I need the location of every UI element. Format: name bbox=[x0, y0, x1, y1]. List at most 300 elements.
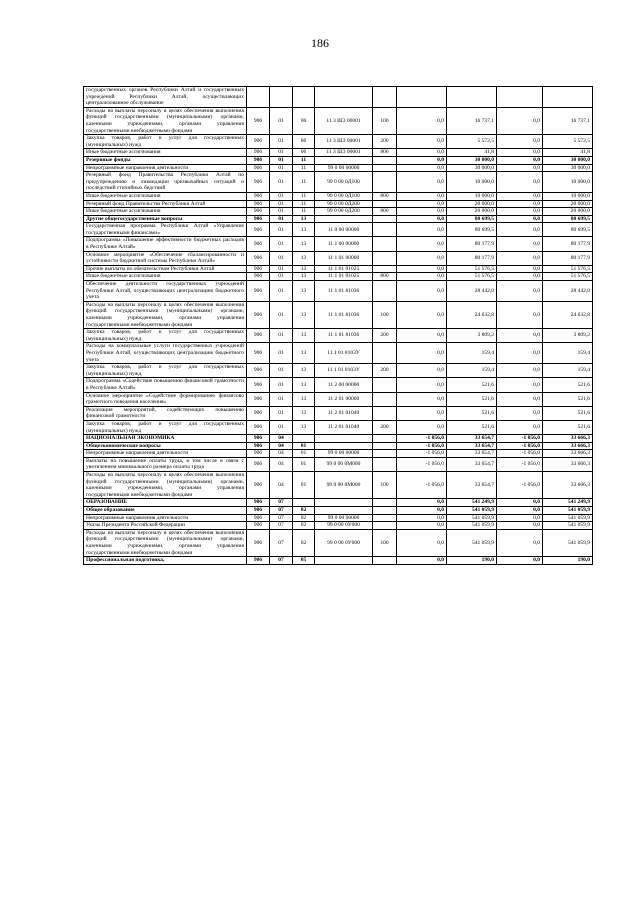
expense-type-cell: 200 bbox=[373, 329, 397, 343]
amount-change-cell: 0,0 bbox=[397, 237, 447, 251]
amount-total-2-cell: 51 576,5 bbox=[543, 265, 593, 273]
amount-change-cell: -1 056,0 bbox=[397, 457, 447, 471]
amount-total-2-cell: 3 809,2 bbox=[543, 329, 593, 343]
dept-code-cell: 906 bbox=[247, 557, 270, 565]
target-article-cell: 11 1 01 01025 bbox=[315, 265, 373, 273]
amount-total-2-cell: 51 576,5 bbox=[543, 273, 593, 281]
table-row bbox=[84, 435, 593, 443]
section-cell: 01 bbox=[270, 329, 293, 343]
subsection-cell bbox=[293, 499, 315, 507]
expense-type-cell: 200 bbox=[373, 364, 397, 378]
dept-code-cell: 906 bbox=[247, 343, 270, 364]
amount-change-2-cell: -1 056,0 bbox=[497, 442, 543, 450]
dept-code-cell: 906 bbox=[247, 200, 270, 208]
expense-type-cell bbox=[373, 87, 397, 108]
dept-code-cell: 906 bbox=[247, 251, 270, 265]
amount-total-cell: 51 576,5 bbox=[447, 273, 497, 281]
amount-total-cell: 20 000,0 bbox=[447, 208, 497, 216]
row-name-cell: Выплаты на повышение оплаты труда, в том числе в связи с увеличением минимального размера оплаты труда bbox=[84, 457, 247, 471]
dept-code-cell: 906 bbox=[247, 215, 270, 223]
amount-change-cell: 0,0 bbox=[397, 265, 447, 273]
table-row bbox=[84, 364, 593, 378]
amount-total-2-cell: 20 000,0 bbox=[543, 200, 593, 208]
section-cell: 04 bbox=[270, 442, 293, 450]
expense-type-cell bbox=[373, 172, 397, 193]
section-cell: 01 bbox=[270, 237, 293, 251]
amount-total-2-cell: 521,6 bbox=[543, 392, 593, 406]
target-article-cell: 11 3 Ш3 00001 bbox=[315, 149, 373, 157]
amount-total-2-cell: 41,8 bbox=[543, 149, 593, 157]
row-name-cell: Общее образование bbox=[84, 507, 247, 515]
amount-total-cell: 80 699,5 bbox=[447, 223, 497, 237]
section-cell: 07 bbox=[270, 507, 293, 515]
amount-total-2-cell: 30 000,0 bbox=[543, 164, 593, 172]
row-name-cell: Основное мероприятие «Содействие формированию финансово грамотного поведения населения» bbox=[84, 392, 247, 406]
amount-change-2-cell: 0,0 bbox=[497, 507, 543, 515]
target-article-cell: 11 1 01 8103У bbox=[315, 364, 373, 378]
target-article-cell: 11 2 00 00000 bbox=[315, 378, 373, 392]
amount-total-cell: 521,6 bbox=[447, 406, 497, 420]
table-row bbox=[84, 529, 593, 556]
target-article-cell: 11 3 Ш3 00001 bbox=[315, 135, 373, 149]
table-row bbox=[84, 156, 593, 164]
amount-total-2-cell: 10 000,0 bbox=[543, 172, 593, 193]
row-name-cell: Другие общегосударственные вопросы bbox=[84, 215, 247, 223]
table-row bbox=[84, 251, 593, 265]
expense-type-cell bbox=[373, 392, 397, 406]
expense-type-cell bbox=[373, 514, 397, 522]
amount-total-2-cell: 5 572,5 bbox=[543, 135, 593, 149]
amount-total-cell: 80 177,9 bbox=[447, 237, 497, 251]
subsection-cell: 13 bbox=[293, 378, 315, 392]
amount-change-cell: 0,0 bbox=[397, 507, 447, 515]
amount-total-cell: 541 059,9 bbox=[447, 522, 497, 530]
section-cell: 01 bbox=[270, 251, 293, 265]
table-row bbox=[84, 273, 593, 281]
dept-code-cell: 906 bbox=[247, 149, 270, 157]
expense-type-cell: 200 bbox=[373, 135, 397, 149]
section-cell: 01 bbox=[270, 378, 293, 392]
subsection-cell: 06 bbox=[293, 135, 315, 149]
row-name-cell: Иные бюджетные ассигнования bbox=[84, 149, 247, 157]
amount-change-2-cell: 0,0 bbox=[497, 164, 543, 172]
target-article-cell bbox=[315, 557, 373, 565]
table-row bbox=[84, 265, 593, 273]
amount-total-cell: 33 654,7 bbox=[447, 442, 497, 450]
amount-change-cell: 0,0 bbox=[397, 273, 447, 281]
row-name-cell: Общеэкономические вопросы bbox=[84, 442, 247, 450]
amount-total-cell: 190,0 bbox=[447, 557, 497, 565]
section-cell: 01 bbox=[270, 172, 293, 193]
amount-change-2-cell: 0,0 bbox=[497, 329, 543, 343]
table-row bbox=[84, 223, 593, 237]
amount-change-cell: -1 056,0 bbox=[397, 472, 447, 499]
dept-code-cell: 906 bbox=[247, 329, 270, 343]
expense-type-cell bbox=[373, 265, 397, 273]
subsection-cell: 01 bbox=[293, 442, 315, 450]
dept-code-cell: 906 bbox=[247, 301, 270, 328]
section-cell: 04 bbox=[270, 435, 293, 443]
amount-change-cell: 0,0 bbox=[397, 200, 447, 208]
amount-total-2-cell: 33 666,3 bbox=[543, 442, 593, 450]
table-row bbox=[84, 499, 593, 507]
dept-code-cell: 906 bbox=[247, 435, 270, 443]
row-name-cell: Указы Президента Российской Федерации bbox=[84, 522, 247, 530]
target-article-cell bbox=[315, 156, 373, 164]
row-name-cell: Непрограммные направления деятельности bbox=[84, 164, 247, 172]
amount-total-cell: 159,4 bbox=[447, 364, 497, 378]
dept-code-cell: 906 bbox=[247, 107, 270, 134]
amount-change-2-cell: 0,0 bbox=[497, 251, 543, 265]
dept-code-cell: 906 bbox=[247, 420, 270, 434]
row-name-cell: Обеспечение деятельности государственных учреждений Республики Алтай, осуществляющих централизацию бюджетного учета bbox=[84, 281, 247, 302]
table-row bbox=[84, 87, 593, 108]
section-cell: 04 bbox=[270, 472, 293, 499]
amount-total-2-cell: 521,6 bbox=[543, 378, 593, 392]
subsection-cell: 13 bbox=[293, 329, 315, 343]
amount-total-cell: 521,6 bbox=[447, 378, 497, 392]
table-row bbox=[84, 281, 593, 302]
table-row bbox=[84, 442, 593, 450]
dept-code-cell: 906 bbox=[247, 472, 270, 499]
amount-change-2-cell: 0,0 bbox=[497, 172, 543, 193]
dept-code-cell: 906 bbox=[247, 273, 270, 281]
row-name-cell: ОБРАЗОВАНИЕ bbox=[84, 499, 247, 507]
amount-total-cell: 159,4 bbox=[447, 343, 497, 364]
table-row bbox=[84, 343, 593, 364]
section-cell: 01 bbox=[270, 265, 293, 273]
amount-total-2-cell: 190,0 bbox=[543, 557, 593, 565]
amount-total-2-cell: 24 632,8 bbox=[543, 301, 593, 328]
amount-total-cell: 10 000,0 bbox=[447, 192, 497, 200]
expense-type-cell: 100 bbox=[373, 472, 397, 499]
row-name-cell: Резервный фонд Правительства Республики Алтай по предупреждению и ликвидации чрезвычайных ситуаций и последствий стихийных бедствий bbox=[84, 172, 247, 193]
subsection-cell: 02 bbox=[293, 529, 315, 556]
amount-total-cell: 16 737,1 bbox=[447, 107, 497, 134]
dept-code-cell: 906 bbox=[247, 364, 270, 378]
amount-change-2-cell: 0,0 bbox=[497, 392, 543, 406]
amount-total-cell: 24 632,8 bbox=[447, 301, 497, 328]
amount-change-2-cell: 0,0 bbox=[497, 107, 543, 134]
row-name-cell: НАЦИОНАЛЬНАЯ ЭКОНОМИКА bbox=[84, 435, 247, 443]
target-article-cell: 11 2 01 01040 bbox=[315, 406, 373, 420]
amount-total-2-cell: 33 666,3 bbox=[543, 450, 593, 458]
amount-total-cell: 541 059,9 bbox=[447, 514, 497, 522]
subsection-cell: 11 bbox=[293, 192, 315, 200]
target-article-cell bbox=[315, 87, 373, 108]
section-cell: 01 bbox=[270, 215, 293, 223]
amount-total-cell: 33 654,7 bbox=[447, 457, 497, 471]
amount-total-2-cell: 33 666,3 bbox=[543, 457, 593, 471]
expense-type-cell bbox=[373, 522, 397, 530]
subsection-cell bbox=[293, 87, 315, 108]
table-row bbox=[84, 392, 593, 406]
amount-total-2-cell: 80 699,5 bbox=[543, 215, 593, 223]
amount-change-2-cell: -1 056,0 bbox=[497, 472, 543, 499]
section-cell: 07 bbox=[270, 499, 293, 507]
amount-total-2-cell: 33 666,3 bbox=[543, 472, 593, 499]
table-row bbox=[84, 149, 593, 157]
amount-change-2-cell: 0,0 bbox=[497, 265, 543, 273]
table-row bbox=[84, 406, 593, 420]
dept-code-cell: 906 bbox=[247, 522, 270, 530]
expense-type-cell bbox=[373, 223, 397, 237]
section-cell: 01 bbox=[270, 281, 293, 302]
amount-change-cell: 0,0 bbox=[397, 149, 447, 157]
subsection-cell: 11 bbox=[293, 172, 315, 193]
dept-code-cell: 906 bbox=[247, 281, 270, 302]
table-row bbox=[84, 135, 593, 149]
subsection-cell: 13 bbox=[293, 281, 315, 302]
amount-total-2-cell: 80 177,9 bbox=[543, 237, 593, 251]
amount-total-2-cell: 80 177,9 bbox=[543, 251, 593, 265]
amount-change-cell: 0,0 bbox=[397, 156, 447, 164]
dept-code-cell: 906 bbox=[247, 172, 270, 193]
expense-type-cell bbox=[373, 200, 397, 208]
expense-type-cell: 100 bbox=[373, 529, 397, 556]
amount-total-2-cell: 80 699,5 bbox=[543, 223, 593, 237]
amount-change-cell: 0,0 bbox=[397, 499, 447, 507]
expense-type-cell: 800 bbox=[373, 149, 397, 157]
dept-code-cell: 906 bbox=[247, 223, 270, 237]
amount-change-cell: 0,0 bbox=[397, 522, 447, 530]
dept-code-cell: 906 bbox=[247, 507, 270, 515]
dept-code-cell: 906 bbox=[247, 135, 270, 149]
row-name-cell: Непрограммные направления деятельности bbox=[84, 450, 247, 458]
target-article-cell: 99 0 00 0У000 bbox=[315, 522, 373, 530]
amount-total-cell: 80 699,5 bbox=[447, 215, 497, 223]
expense-type-cell bbox=[373, 557, 397, 565]
amount-change-cell: 0,0 bbox=[397, 364, 447, 378]
table-row bbox=[84, 514, 593, 522]
table-row bbox=[84, 164, 593, 172]
row-name-cell: Закупка товаров, работ и услуг для государственных (муниципальных) нужд bbox=[84, 329, 247, 343]
dept-code-cell: 906 bbox=[247, 208, 270, 216]
section-cell: 01 bbox=[270, 420, 293, 434]
subsection-cell: 02 bbox=[293, 514, 315, 522]
table-row bbox=[84, 557, 593, 565]
section-cell: 01 bbox=[270, 156, 293, 164]
amount-change-cell: 0,0 bbox=[397, 172, 447, 193]
dept-code-cell: 906 bbox=[247, 514, 270, 522]
amount-total-cell: 33 654,7 bbox=[447, 450, 497, 458]
amount-change-2-cell bbox=[497, 87, 543, 108]
row-name-cell: государственных органов Республики Алтай и государственных учреждений Республики Алтай, осуществляющих централизованное обслуживание bbox=[84, 87, 247, 108]
amount-change-2-cell: 0,0 bbox=[497, 156, 543, 164]
target-article-cell bbox=[315, 507, 373, 515]
amount-change-cell: 0,0 bbox=[397, 281, 447, 302]
target-article-cell bbox=[315, 215, 373, 223]
amount-change-2-cell: 0,0 bbox=[497, 364, 543, 378]
row-name-cell: Расходы на выплаты персоналу в целях обеспечения выполнения функций государственными (муниципальными) органами, казенными учреждениями, органами управления государственными внебюджетными фондами bbox=[84, 107, 247, 134]
amount-total-2-cell: 33 666,3 bbox=[543, 435, 593, 443]
row-name-cell: Иные бюджетные ассигнования bbox=[84, 192, 247, 200]
row-name-cell: Иные бюджетные ассигнования bbox=[84, 208, 247, 216]
amount-change-2-cell: 0,0 bbox=[497, 522, 543, 530]
amount-change-2-cell: 0,0 bbox=[497, 343, 543, 364]
target-article-cell bbox=[315, 442, 373, 450]
amount-change-cell: 0,0 bbox=[397, 192, 447, 200]
amount-change-2-cell: -1 056,0 bbox=[497, 450, 543, 458]
amount-total-cell bbox=[447, 87, 497, 108]
section-cell: 01 bbox=[270, 392, 293, 406]
row-name-cell: Закупка товаров, работ и услуг для государственных (муниципальных) нужд bbox=[84, 135, 247, 149]
target-article-cell: 11 1 01 00000 bbox=[315, 251, 373, 265]
subsection-cell: 13 bbox=[293, 420, 315, 434]
row-name-cell: Расходы на выплаты персоналу в целях обеспечения выполнения функций государственными (муниципальными) органами, казенными учреждениями, органами управления государственными внебюджетными фондами bbox=[84, 301, 247, 328]
expense-type-cell: 800 bbox=[373, 192, 397, 200]
table-row bbox=[84, 472, 593, 499]
amount-change-2-cell: 0,0 bbox=[497, 208, 543, 216]
amount-total-cell: 80 177,9 bbox=[447, 251, 497, 265]
target-article-cell: 99 0 00 0М000 bbox=[315, 472, 373, 499]
table-row bbox=[84, 329, 593, 343]
subsection-cell: 13 bbox=[293, 251, 315, 265]
dept-code-cell: 906 bbox=[247, 378, 270, 392]
target-article-cell: 11 3 Ш3 00001 bbox=[315, 107, 373, 134]
table-row bbox=[84, 450, 593, 458]
section-cell: 01 bbox=[270, 343, 293, 364]
amount-total-2-cell: 541 059,9 bbox=[543, 514, 593, 522]
amount-change-cell: 0,0 bbox=[397, 557, 447, 565]
amount-total-2-cell: 16 737,1 bbox=[543, 107, 593, 134]
amount-total-2-cell: 28 442,0 bbox=[543, 281, 593, 302]
subsection-cell: 06 bbox=[293, 149, 315, 157]
section-cell: 01 bbox=[270, 364, 293, 378]
target-article-cell: 99 0 00 0Д200 bbox=[315, 208, 373, 216]
row-name-cell: Подпрограмма «Повышение эффективности бюджетных расходов в Республике Алтай» bbox=[84, 237, 247, 251]
target-article-cell: 11 1 01 81036 bbox=[315, 329, 373, 343]
dept-code-cell: 906 bbox=[247, 450, 270, 458]
amount-change-cell: -1 056,0 bbox=[397, 442, 447, 450]
amount-total-2-cell: 30 000,0 bbox=[543, 156, 593, 164]
dept-code-cell: 906 bbox=[247, 237, 270, 251]
amount-change-cell: -1 056,0 bbox=[397, 435, 447, 443]
section-cell: 01 bbox=[270, 149, 293, 157]
amount-total-cell: 30 000,0 bbox=[447, 156, 497, 164]
amount-total-2-cell: 521,6 bbox=[543, 406, 593, 420]
section-cell: 04 bbox=[270, 457, 293, 471]
amount-change-cell: 0,0 bbox=[397, 343, 447, 364]
amount-total-2-cell: 541 059,9 bbox=[543, 522, 593, 530]
row-name-cell: Расходы на выплаты персоналу в целях обеспечения выполнения функций государственными (муниципальными) органами, казенными учреждениями, органами управления государственными внебюджетными фондами bbox=[84, 472, 247, 499]
amount-total-cell: 10 000,0 bbox=[447, 172, 497, 193]
amount-change-cell: 0,0 bbox=[397, 251, 447, 265]
subsection-cell: 13 bbox=[293, 301, 315, 328]
dept-code-cell bbox=[247, 87, 270, 108]
row-name-cell: Резервный фонд Правительства Республики Алтай bbox=[84, 200, 247, 208]
section-cell: 07 bbox=[270, 529, 293, 556]
amount-total-cell: 41,8 bbox=[447, 149, 497, 157]
expense-type-cell bbox=[373, 507, 397, 515]
expense-type-cell bbox=[373, 281, 397, 302]
amount-total-2-cell: 10 000,0 bbox=[543, 192, 593, 200]
subsection-cell: 13 bbox=[293, 406, 315, 420]
table-row bbox=[84, 420, 593, 434]
subsection-cell: 01 bbox=[293, 457, 315, 471]
amount-change-2-cell: 0,0 bbox=[497, 301, 543, 328]
target-article-cell: 99 0 00 0Д100 bbox=[315, 172, 373, 193]
amount-change-cell bbox=[397, 87, 447, 108]
expense-type-cell: 100 bbox=[373, 107, 397, 134]
amount-change-2-cell: 0,0 bbox=[497, 237, 543, 251]
amount-change-cell: 0,0 bbox=[397, 107, 447, 134]
dept-code-cell: 906 bbox=[247, 406, 270, 420]
subsection-cell: 13 bbox=[293, 364, 315, 378]
amount-change-cell: 0,0 bbox=[397, 329, 447, 343]
amount-change-cell: 0,0 bbox=[397, 420, 447, 434]
target-article-cell: 11 1 01 01025 bbox=[315, 273, 373, 281]
target-article-cell: 99 0 00 0Д200 bbox=[315, 200, 373, 208]
row-name-cell: Закупка товаров, работ и услуг для государственных (муниципальных) нужд bbox=[84, 420, 247, 434]
amount-change-2-cell: 0,0 bbox=[497, 514, 543, 522]
section-cell bbox=[270, 87, 293, 108]
section-cell: 01 bbox=[270, 200, 293, 208]
row-name-cell: Профессиональная подготовка, bbox=[84, 557, 247, 565]
subsection-cell: 13 bbox=[293, 223, 315, 237]
subsection-cell: 02 bbox=[293, 522, 315, 530]
subsection-cell: 11 bbox=[293, 208, 315, 216]
expense-type-cell bbox=[373, 156, 397, 164]
subsection-cell: 05 bbox=[293, 557, 315, 565]
amount-total-cell: 5 572,5 bbox=[447, 135, 497, 149]
target-article-cell bbox=[315, 435, 373, 443]
section-cell: 01 bbox=[270, 208, 293, 216]
amount-change-2-cell: -1 056,0 bbox=[497, 457, 543, 471]
target-article-cell bbox=[315, 499, 373, 507]
section-cell: 01 bbox=[270, 107, 293, 134]
dept-code-cell: 906 bbox=[247, 529, 270, 556]
expense-type-cell bbox=[373, 435, 397, 443]
subsection-cell: 11 bbox=[293, 156, 315, 164]
amount-change-2-cell: 0,0 bbox=[497, 557, 543, 565]
expense-type-cell: 800 bbox=[373, 208, 397, 216]
amount-total-2-cell bbox=[543, 87, 593, 108]
table-row bbox=[84, 378, 593, 392]
budget-table bbox=[83, 86, 593, 565]
target-article-cell: 11 0 00 00000 bbox=[315, 223, 373, 237]
amount-total-cell: 521,6 bbox=[447, 392, 497, 406]
table-row bbox=[84, 172, 593, 193]
row-name-cell: Закупка товаров, работ и услуг для государственных (муниципальных) нужд bbox=[84, 364, 247, 378]
table-row bbox=[84, 107, 593, 134]
amount-change-cell: 0,0 bbox=[397, 223, 447, 237]
amount-total-2-cell: 159,4 bbox=[543, 343, 593, 364]
amount-change-2-cell: 0,0 bbox=[497, 149, 543, 157]
amount-total-2-cell: 521,6 bbox=[543, 420, 593, 434]
amount-change-cell: 0,0 bbox=[397, 392, 447, 406]
amount-change-cell: 0,0 bbox=[397, 378, 447, 392]
amount-total-cell: 30 000,0 bbox=[447, 164, 497, 172]
amount-total-2-cell: 20 000,0 bbox=[543, 208, 593, 216]
dept-code-cell: 906 bbox=[247, 457, 270, 471]
amount-total-cell: 33 654,7 bbox=[447, 472, 497, 499]
section-cell: 01 bbox=[270, 192, 293, 200]
target-article-cell: 11 2 01 01040 bbox=[315, 420, 373, 434]
row-name-cell: Резервные фонды bbox=[84, 156, 247, 164]
target-article-cell: 11 1 01 8103У bbox=[315, 343, 373, 364]
amount-change-cell: 0,0 bbox=[397, 301, 447, 328]
amount-change-2-cell: 0,0 bbox=[497, 378, 543, 392]
page-number: 186 bbox=[311, 36, 329, 50]
expense-type-cell bbox=[373, 406, 397, 420]
amount-change-2-cell: 0,0 bbox=[497, 215, 543, 223]
amount-total-2-cell: 541 059,9 bbox=[543, 507, 593, 515]
amount-change-2-cell: 0,0 bbox=[497, 529, 543, 556]
amount-total-cell: 33 654,7 bbox=[447, 435, 497, 443]
amount-change-2-cell: 0,0 bbox=[497, 192, 543, 200]
amount-change-2-cell: 0,0 bbox=[497, 499, 543, 507]
